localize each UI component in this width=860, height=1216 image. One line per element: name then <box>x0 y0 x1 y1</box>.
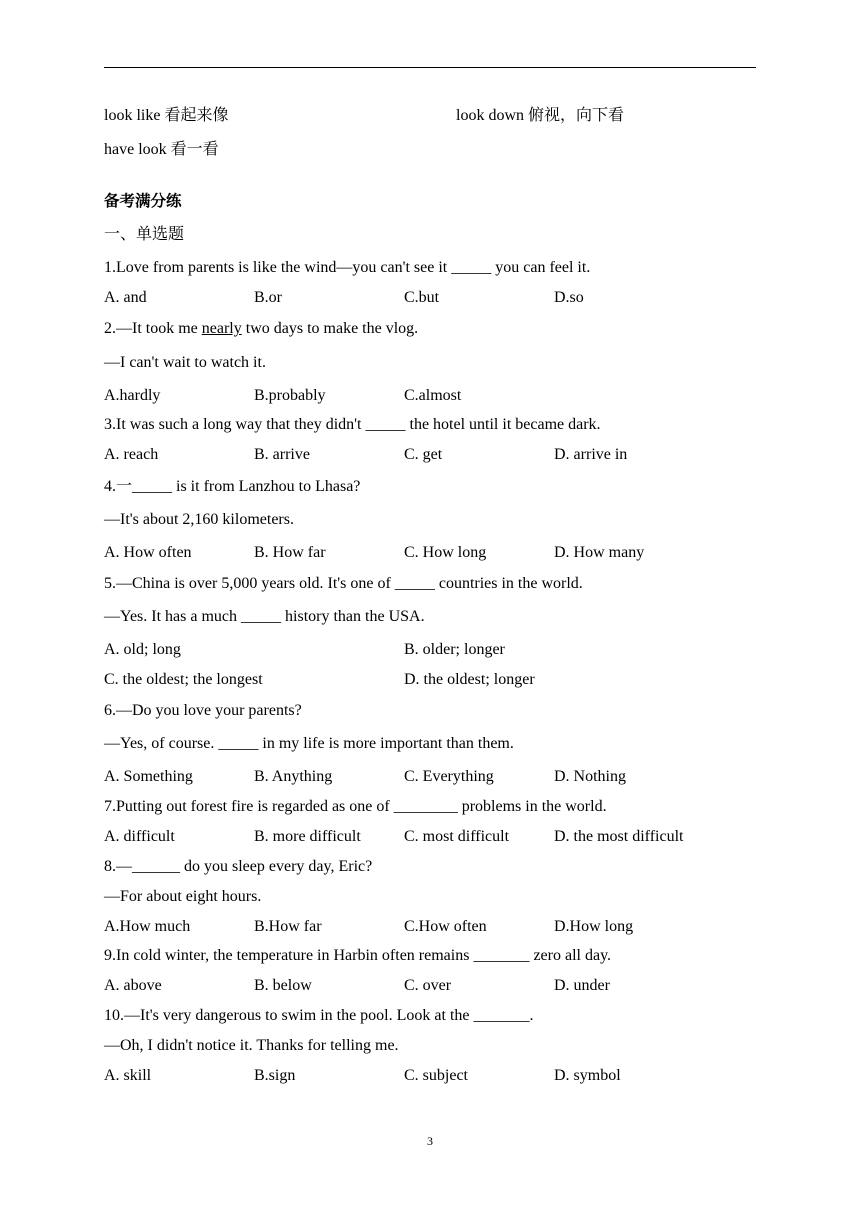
question-4-reply: —It's about 2,160 kilometers. <box>104 511 294 528</box>
option-b: B. older; longer <box>404 641 505 658</box>
question-7-options <box>104 827 744 847</box>
option-a: A. old; long <box>104 641 181 658</box>
question-6-reply: —Yes, of course. _____ in my life is more important than them. <box>104 735 514 752</box>
section-title: 备考满分练 <box>104 192 182 210</box>
page-number: 3 <box>427 1134 433 1148</box>
underlined-word: nearly <box>201 320 242 337</box>
option-c: C.but <box>404 289 440 306</box>
question-5-options-row1 <box>104 640 744 660</box>
option-a: A. above <box>104 977 162 994</box>
header-rule <box>104 67 756 68</box>
option-d: D. symbol <box>554 1067 621 1084</box>
option-a: A.hardly <box>104 387 161 404</box>
option-b: B. more difficult <box>254 828 361 845</box>
vocab-look-like: look like 看起来像 <box>104 107 229 124</box>
question-5-stem: 5.—China is over 5,000 years old. It's one of _____ countries in the world. <box>104 575 583 592</box>
question-2-stem <box>104 319 418 339</box>
vocab-have-look: have look 看一看 <box>104 141 219 158</box>
option-a: A. How often <box>104 544 192 561</box>
option-b: B.or <box>254 289 282 306</box>
question-2-stem-post: two days to make the vlog. <box>241 320 419 337</box>
question-8-stem: 8.—______ do you sleep every day, Eric? <box>104 858 373 875</box>
option-b: B.probably <box>254 387 326 404</box>
option-c: C. over <box>404 977 452 994</box>
question-3-stem: 3.It was such a long way that they didn't _____ the hotel until it became dark. <box>104 416 601 433</box>
subsection-title: 一、单选题 <box>104 226 185 243</box>
question-2-stem-pre: 2.—It took me <box>104 320 202 337</box>
question-10-options <box>104 1066 744 1086</box>
option-a: A. difficult <box>104 828 175 845</box>
option-c: C. How long <box>404 544 487 561</box>
option-b: B. arrive <box>254 446 310 463</box>
option-d: D. arrive in <box>554 446 628 463</box>
option-a: A. skill <box>104 1067 152 1084</box>
option-a: A.How much <box>104 918 191 935</box>
question-9-options <box>104 976 744 996</box>
option-c: C. most difficult <box>404 828 510 845</box>
option-d: D. How many <box>554 544 645 561</box>
vocab-look-down: look down 俯视，向下看 <box>456 107 625 124</box>
option-d: D. the oldest; longer <box>404 671 535 688</box>
option-c: C.almost <box>404 387 462 404</box>
option-d: D. the most difficult <box>554 828 684 845</box>
option-b: B. How far <box>254 544 326 561</box>
question-4-options <box>104 543 744 563</box>
question-8-options <box>104 917 744 937</box>
question-2-options <box>104 386 744 406</box>
option-b: B. Anything <box>254 768 333 785</box>
question-6-options <box>104 767 744 787</box>
option-d: D.so <box>554 289 584 306</box>
option-d: D. Nothing <box>554 768 626 785</box>
option-d: D. under <box>554 977 610 994</box>
question-9-stem: 9.In cold winter, the temperature in Harbin often remains _______ zero all day. <box>104 947 612 964</box>
option-c: C. subject <box>404 1067 468 1084</box>
option-b: B.How far <box>254 918 322 935</box>
question-5-options-row2 <box>104 670 744 690</box>
question-5-reply: —Yes. It has a much _____ history than the USA. <box>104 608 425 625</box>
option-c: C. Everything <box>404 768 494 785</box>
question-10-stem: 10.—It's very dangerous to swim in the pool. Look at the _______. <box>104 1007 534 1024</box>
option-d: D.How long <box>554 918 634 935</box>
option-a: A. Something <box>104 768 193 785</box>
question-2-reply: —I can't wait to watch it. <box>104 354 266 371</box>
option-c: C. the oldest; the longest <box>104 671 263 688</box>
option-a: A. and <box>104 289 147 306</box>
question-6-stem: 6.—Do you love your parents? <box>104 702 302 719</box>
option-b: B.sign <box>254 1067 296 1084</box>
option-c: C.How often <box>404 918 487 935</box>
option-c: C. get <box>404 446 443 463</box>
question-8-reply: —For about eight hours. <box>104 888 262 905</box>
question-1-stem: 1.Love from parents is like the wind—you can't see it _____ you can feel it. <box>104 259 591 276</box>
option-a: A. reach <box>104 446 159 463</box>
question-1-options <box>104 288 744 308</box>
option-b: B. below <box>254 977 312 994</box>
question-10-reply: —Oh, I didn't notice it. Thanks for telling me. <box>104 1037 399 1054</box>
question-4-stem: 4.一_____ is it from Lanzhou to Lhasa? <box>104 478 361 495</box>
question-3-options <box>104 445 744 465</box>
question-7-stem: 7.Putting out forest fire is regarded as one of ________ problems in the world. <box>104 798 607 815</box>
